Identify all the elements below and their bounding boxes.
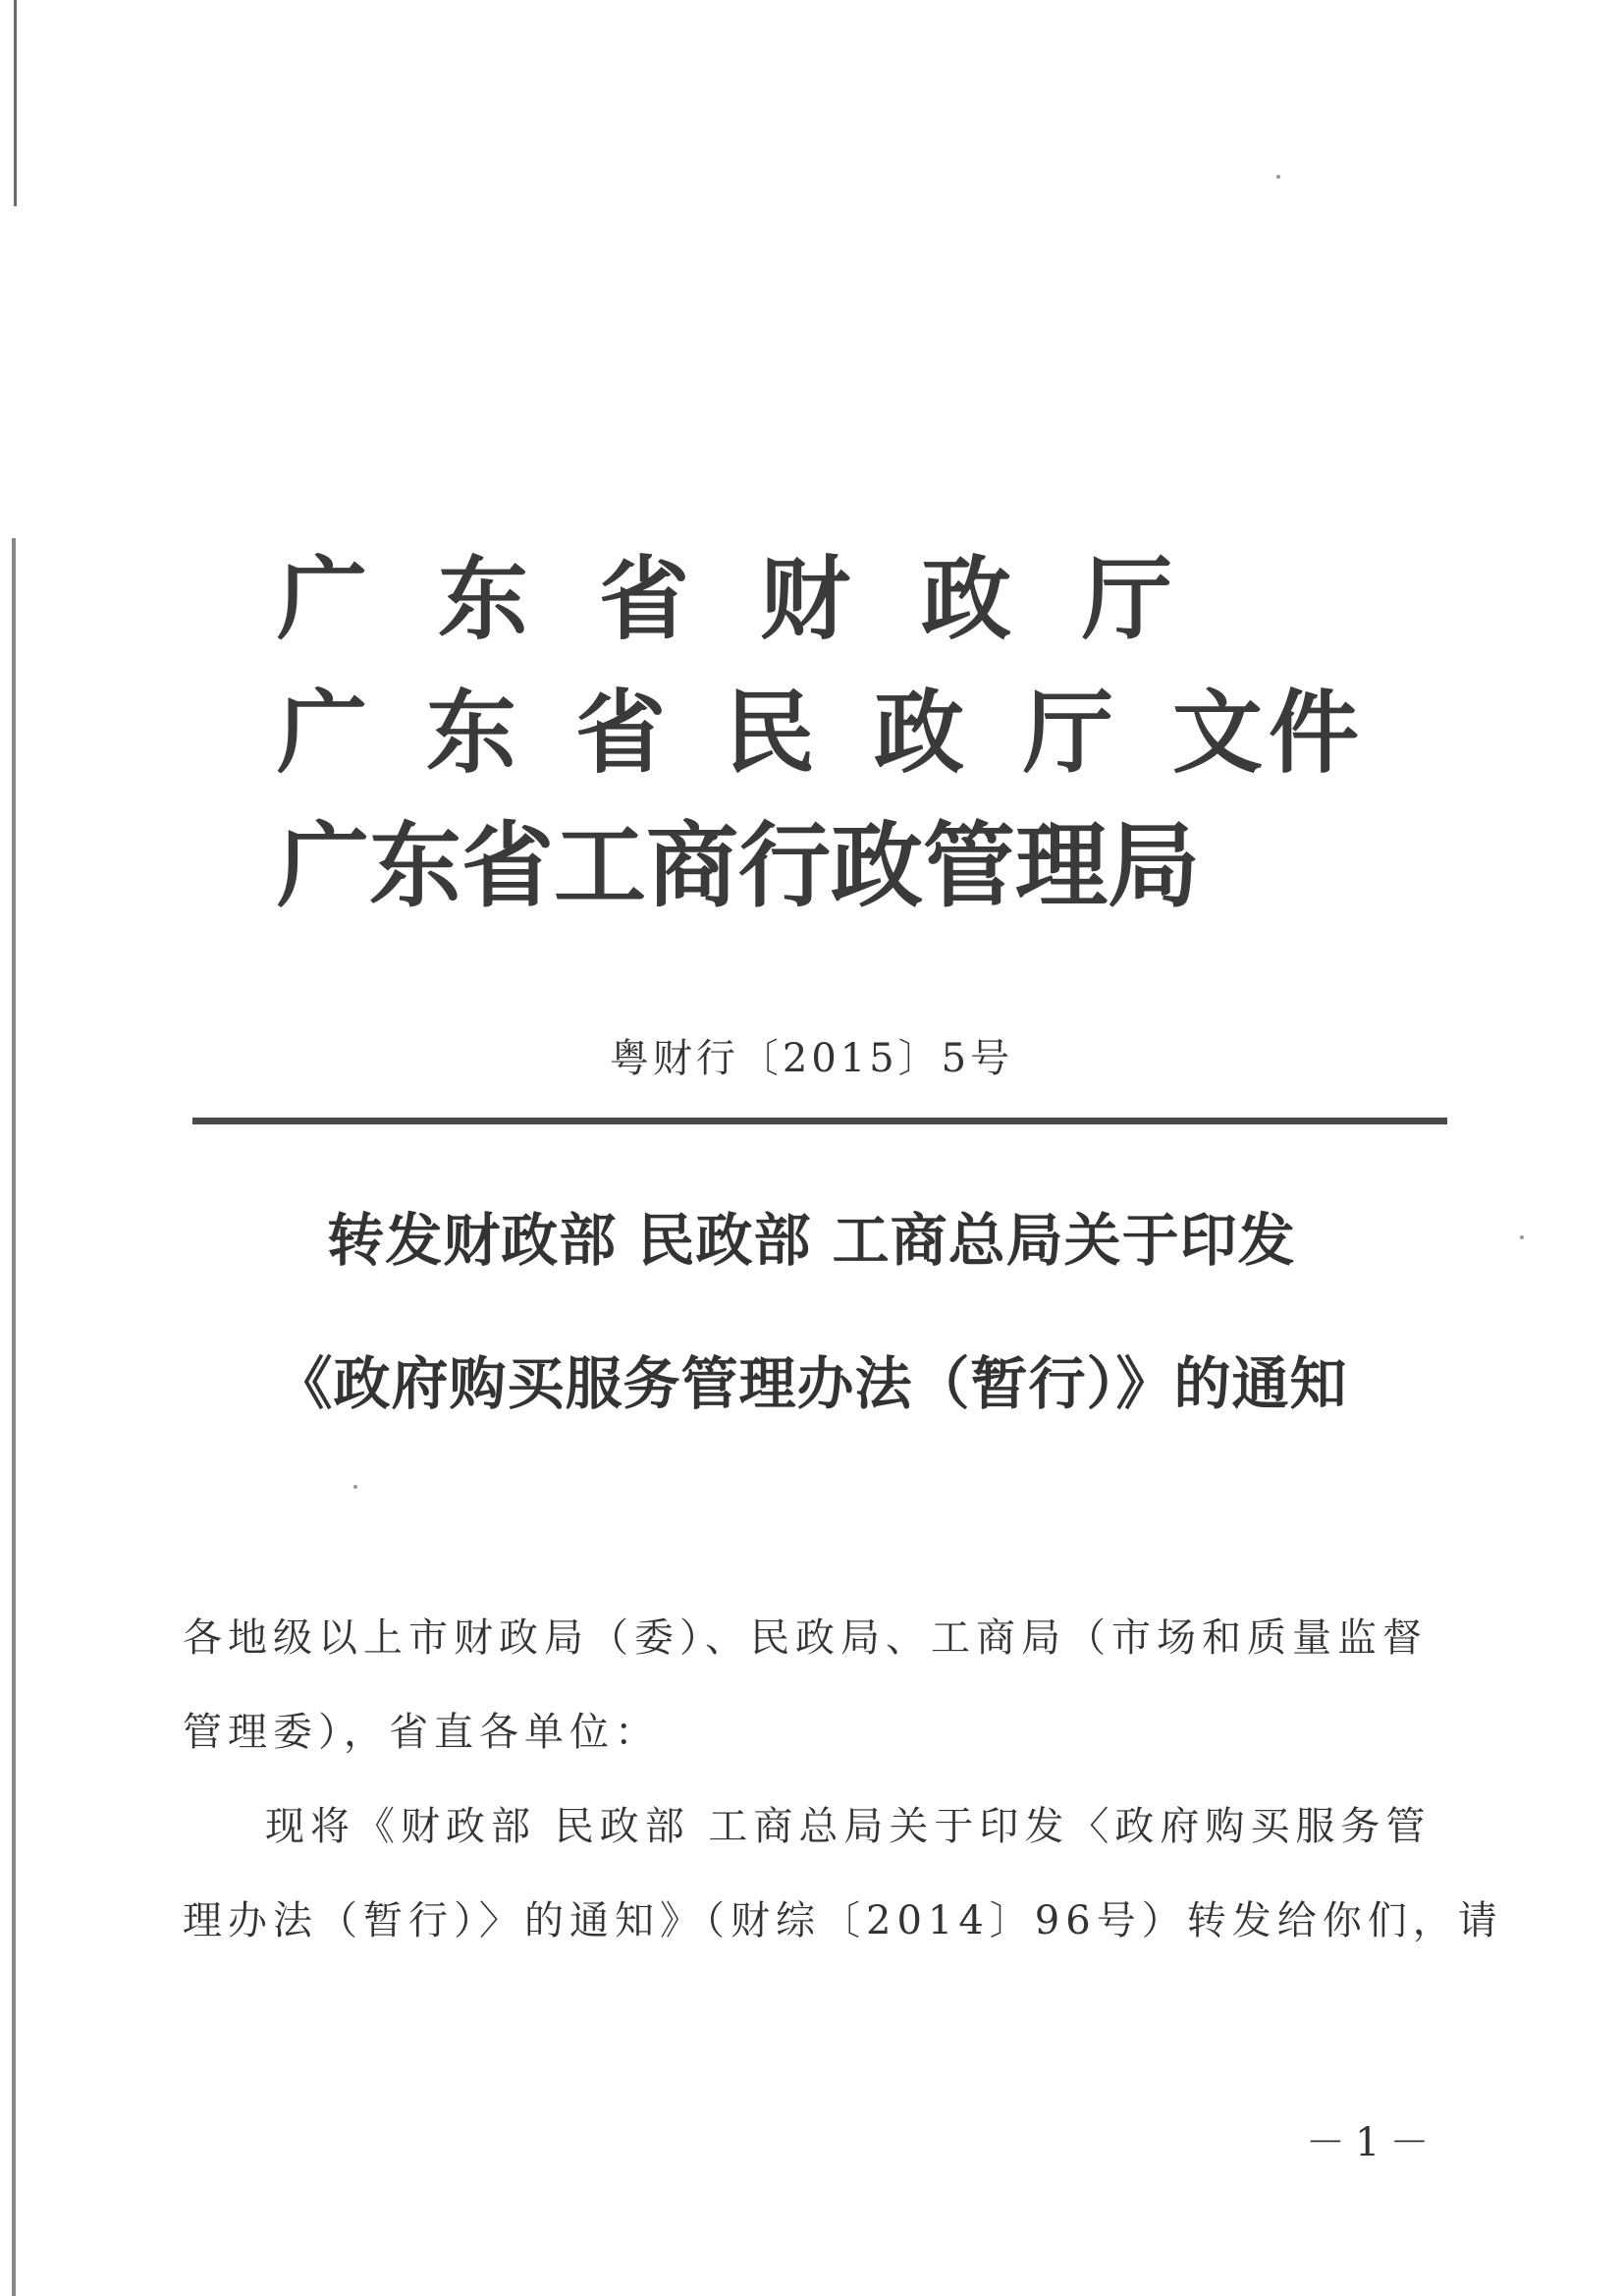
scan-speck xyxy=(1276,175,1280,179)
header-line-finance: 广东省财政厅 xyxy=(277,546,1244,652)
header-line-industry-commerce: 广东省工商行政管理局 xyxy=(277,812,1201,920)
title-line-1: 转发财政部 民政部 工商总局关于印发 xyxy=(327,1207,1296,1274)
header-line-civil-affairs xyxy=(277,680,1396,817)
document-title xyxy=(0,1206,1623,1493)
header-divider-rule xyxy=(192,1118,1447,1124)
header-document-suffix: 文件 xyxy=(1172,680,1366,786)
issuing-authorities-header xyxy=(277,546,1396,951)
header-civil-affairs-name: 广东省民政厅 xyxy=(277,680,1173,786)
paragraph-1-line-2: 理办法（暂行）〉的通知》（财综〔2014〕96号）转发给你们，请 xyxy=(183,1898,1503,1943)
recipients-line-1: 各地级以上市财政局（委）、民政局、工商局（市场和质量监督 xyxy=(183,1615,1428,1661)
recipients-line-2: 管理委），省直各单位： xyxy=(183,1710,660,1755)
title-line-2: 《政府购买服务管理办法（暂行）》的通知 xyxy=(275,1350,1348,1417)
document-body xyxy=(183,1591,1503,1968)
scan-edge-top xyxy=(14,0,17,206)
document-number: 粤财行〔2015〕5号 xyxy=(609,1036,1014,1081)
paragraph-1-line-1: 现将《财政部 民政部 工商总局关于印发〈政府购买服务管 xyxy=(265,1804,1432,1849)
page-number: －1－ xyxy=(1306,2120,1439,2165)
